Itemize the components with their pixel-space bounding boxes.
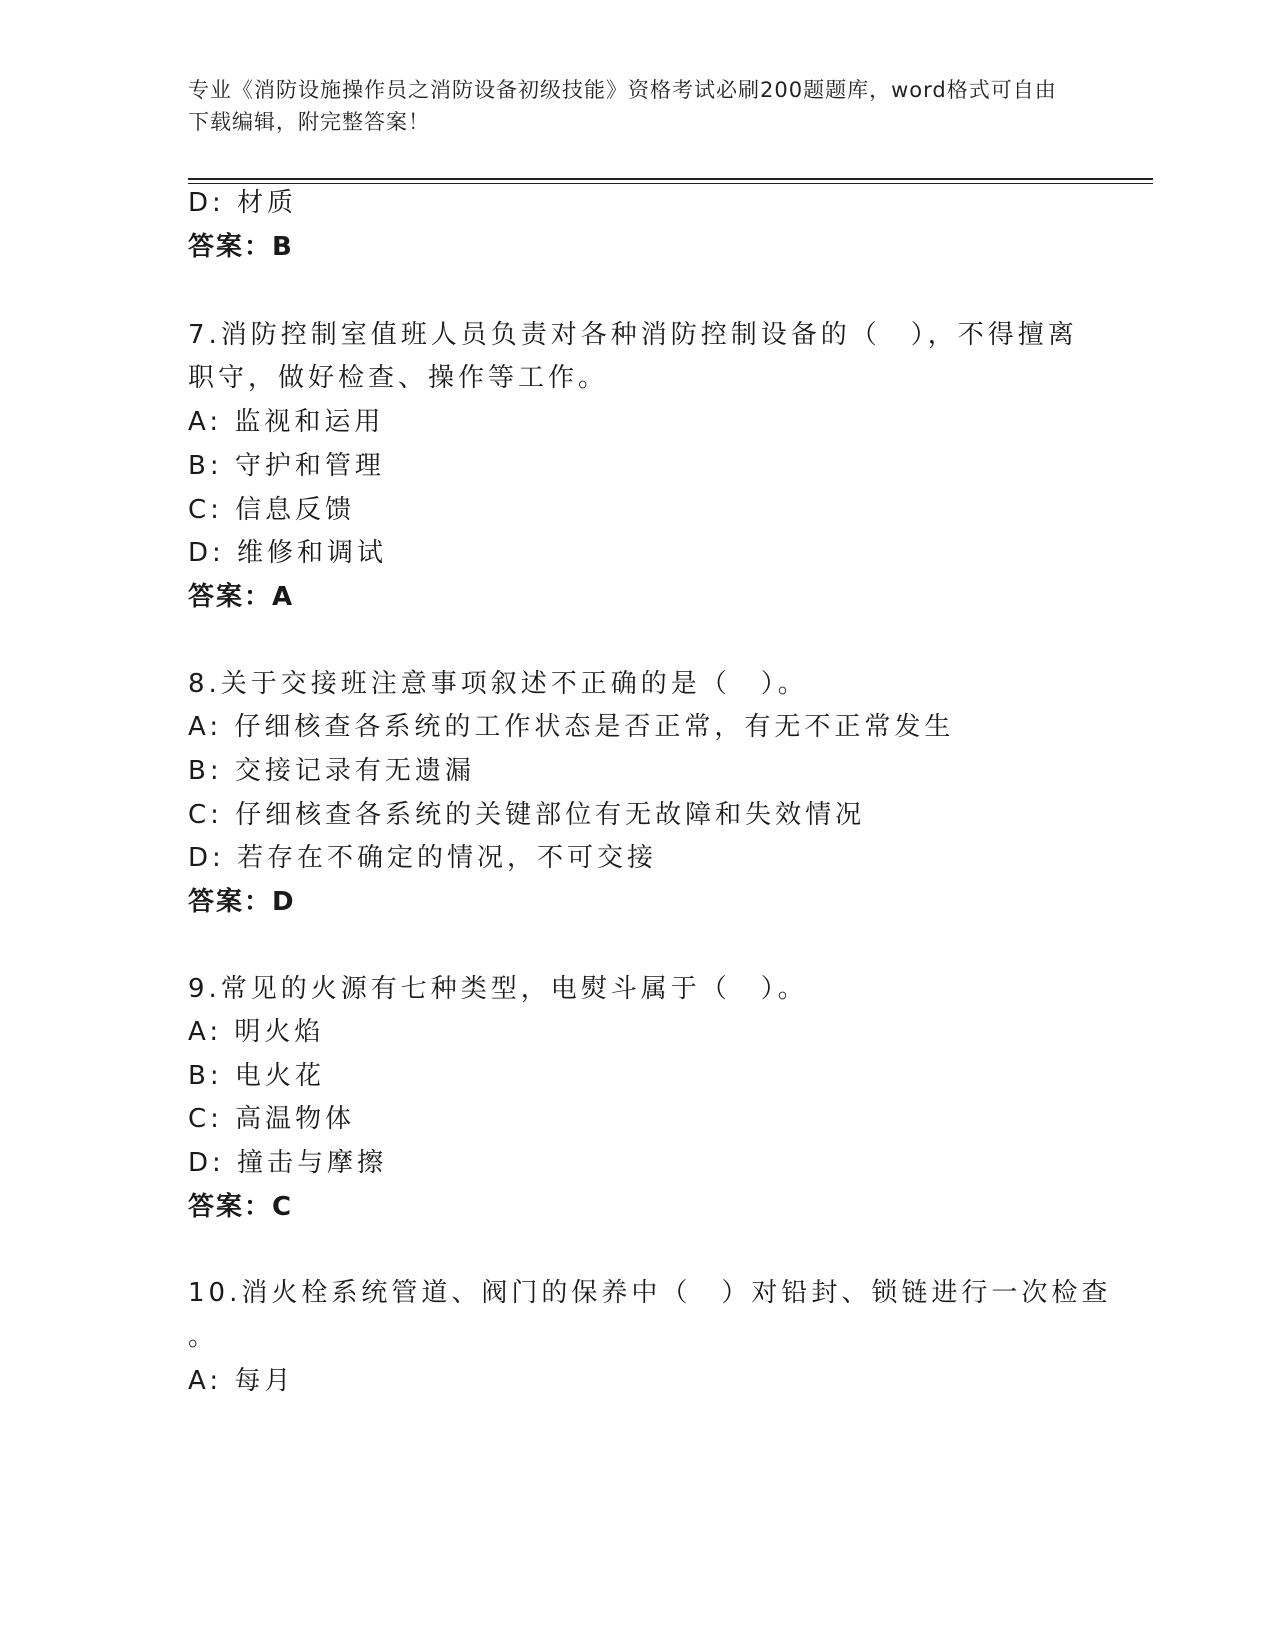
q9-option-c: C: 高温物体 — [188, 1104, 356, 1134]
q7-option-c: C: 信息反馈 — [188, 495, 356, 525]
q10-stem-line1: 10.消火栓系统管道、阀门的保养中（ ）对铅封、锁链进行一次检查 — [188, 1278, 1112, 1308]
document-header: 专业《消防设施操作员之消防设备初级技能》资格考试必刷200题题库，word格式可自由下载编辑，附完整答案！ — [188, 78, 1057, 134]
q8-option-d: D: 若存在不确定的情况，不可交接 — [188, 843, 658, 873]
q9-stem-line1: 9.常见的火源有七种类型，电熨斗属于（ ）。 — [188, 974, 808, 1004]
q7-option-b: B: 守护和管理 — [188, 451, 385, 481]
q8-option-b: B: 交接记录有无遗漏 — [188, 756, 475, 786]
q7-stem-line1: 7.消防控制室值班人员负责对各种消防控制设备的（ ），不得擅离 — [188, 320, 1078, 350]
q7-option-a: A: 监视和运用 — [188, 407, 385, 437]
q9-option-d: D: 撞击与摩擦 — [188, 1148, 388, 1178]
prev-option-d: D: 材质 — [188, 188, 298, 218]
q10-option-a: A: 每月 — [188, 1366, 295, 1396]
q9-answer: 答案：C — [188, 1192, 294, 1222]
q7-option-d: D: 维修和调试 — [188, 538, 388, 568]
q7-answer: 答案：A — [188, 582, 295, 612]
q8-option-a: A: 仔细核查各系统的工作状态是否正常，有无不正常发生 — [188, 712, 955, 742]
header-rule-thin — [188, 183, 1153, 184]
q8-option-c: C: 仔细核查各系统的关键部位有无故障和失效情况 — [188, 800, 866, 830]
q9-option-a: A: 明火焰 — [188, 1017, 325, 1047]
q7-stem-line2: 职守，做好检查、操作等工作。 — [188, 363, 609, 393]
q8-answer: 答案：D — [188, 887, 296, 917]
prev-answer: 答案：B — [188, 232, 294, 262]
q8-stem-line1: 8.关于交接班注意事项叙述不正确的是（ ）。 — [188, 669, 808, 699]
q10-stem-line2: 。 — [188, 1322, 219, 1352]
q9-option-b: B: 电火花 — [188, 1061, 325, 1091]
header-rule-thick — [188, 178, 1153, 180]
